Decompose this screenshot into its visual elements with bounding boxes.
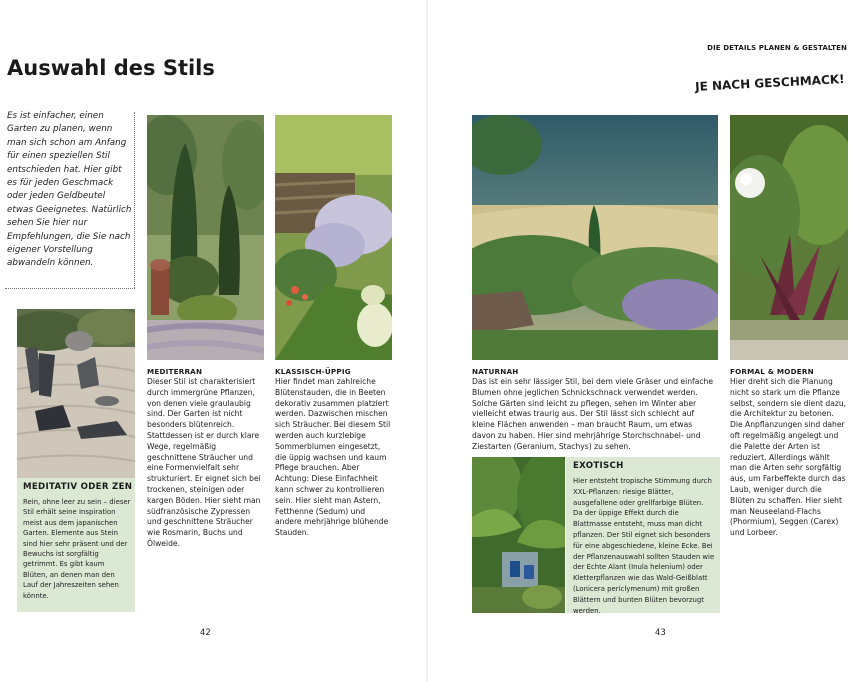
- formal-text: Hier dreht sich die Planung nicht so stark um die Pflanze selbst, sondern sie dient dazu, die Architektur zu betonen. Die Anpflanzungen sind daher oft regelmäßig angelegt und die Palette der Arten ist reduziert. Allerdings wählt man die Arten sehr sorgfältig aus, um Farbeffekte durch das Laub, weniger durch die Blüten zu schaffen. Hier sieht man Neuseeland-Flachs (Phormium), Seggen (Carex) und Lorbeer.: [730, 377, 847, 538]
- klassisch-text: Hier findet man zahlreiche Blütenstauden, die in Beeten dekorativ zusammen platziert werden. Dazwischen mischen sich Sträucher. Bei diesem Stil werden auch kurzlebige Sommerblumen eingesetzt, die üppig wachsen und kaum Pflege brauchen. Aber Achtung: Diese Einfachheit kann schwer zu kontrollieren sein. Hier sieht man Astern, Fetthenne (Sedum) und andere mehrjährige blühende Stauden.: [275, 377, 391, 538]
- photo-exotisch: [472, 457, 565, 613]
- mediterran-text: Dieser Stil ist charakterisiert durch immergrüne Pflanzen, von denen viele graulaubig sind. Der Garten ist nicht besonders blütenreich. Stattdessen ist er durch klare Wege, regelmäßig geschnittene Sträucher und eine Formenvielfalt sehr strukturiert. Er eignet sich bei trockenen, steinigen oder kargen Böden. Hier sieht man südfranzösische Zypressen und geschnittene Sträucher wie Rosmarin, Buchs und Ölweide.: [147, 377, 261, 548]
- photo-mediterran: [147, 115, 264, 360]
- tagline: JE NACH GESCHMACK!: [695, 72, 846, 94]
- naturnah-text: Das ist ein sehr lässiger Stil, bei dem viele Gräser und einfache Blumen ohne jeglichen Schnickschnack verwendet werden. Solche Gärten sind leicht zu pflegen, sehen im Winter aber vielleicht etwas traurig aus. Der Stil lässt sich schlecht auf kleine Flächen anwenden – man braucht Raum, um etwas davon zu haben. Hier sind mehrjährige Storchschnabel- und Ziestarten (Geranium, Stachys) zu sehen.: [472, 377, 714, 451]
- box-zen: [17, 478, 135, 612]
- box-zen-text: Rein, ohne leer zu sein – dieser Stil erhält seine Inspiration meist aus dem japanischen Garten. Elemente aus Stein sind hier sehr präsent und der Bewuchs ist sorgfältig getrimmt. Es gibt kaum Blüten, an denen man den Lauf der Jahreszeiten sehen könnte.: [23, 498, 131, 600]
- photo-zen-garden: [17, 309, 135, 478]
- box-exotisch: [566, 457, 720, 613]
- section-label: DIE DETAILS PLANEN & GESTALTEN: [707, 44, 847, 52]
- mediterran-heading: MEDITERRAN: [147, 367, 203, 376]
- intro-text: Es ist einfacher, einen Garten zu planen, wenn man sich schon am Anfang für einen speziellen Stil entschieden hat. Hier gibt es für jeden Geschmack oder jeden Geldbeutel etwas Geeignetes. Natürlich sehen Sie hier nur Empfehlungen, die Sie nach eigener Vorstellung abwandeln können.: [7, 111, 132, 269]
- box-exotisch-heading: EXOTISCH: [573, 461, 624, 471]
- intro-divider: [5, 288, 135, 289]
- intro-divider-vertical: [134, 112, 135, 288]
- formal-heading: FORMAL & MODERN: [730, 367, 814, 376]
- photo-formal-modern: [730, 115, 848, 360]
- naturnah-heading: NATURNAH: [472, 367, 519, 376]
- photo-klassisch-ueppig: [275, 115, 392, 360]
- box-zen-heading: MEDITATIV ODER ZEN: [23, 482, 133, 492]
- page-gutter: [426, 0, 428, 682]
- photo-naturnah: [472, 115, 718, 360]
- page-number-right: 43: [655, 628, 666, 638]
- klassisch-heading: KLASSISCH-ÜPPIG: [275, 367, 351, 376]
- box-exotisch-text: Hier entsteht tropische Stimmung durch XXL-Pflanzen: riesige Blätter, ausgefallene oder grellfarbige Blüten. Da der üppige Effekt durch die Blattmasse entsteht, muss man dicht pflanzen. Der Stil eignet sich besonders für eine abgeschiedene, kleine Ecke. Bei der Pflanzenauswahl sollten Stauden wie der Echte Alant (Inula helenium) oder Kletterpflanzen wie das Wald-Geißblatt (Lonicera periclymenum) mit großen Blättern und bunten Blüten bevorzugt werden.: [573, 477, 715, 615]
- page-number-left: 42: [200, 628, 211, 638]
- page-title: Auswahl des Stils: [7, 56, 215, 80]
